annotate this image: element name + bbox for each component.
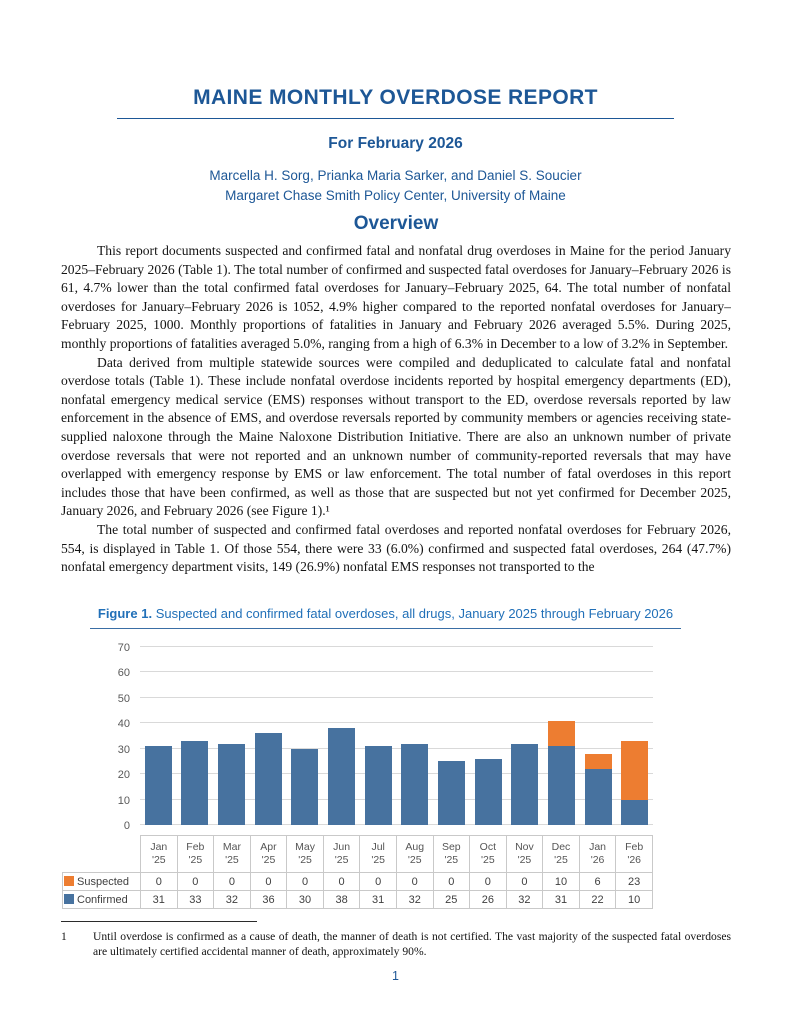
bar-column-14	[616, 647, 653, 825]
value-cell-confirmed-11: 32	[506, 891, 543, 909]
month-label-line: '25	[334, 854, 349, 866]
page-number: 1	[392, 969, 399, 983]
value-cell-suspected-6: 0	[323, 873, 360, 891]
overview-paragraph-3: The total number of suspected and confirmed fatal overdoses and reported nonfatal overdoses for February 2026, 554, is displayed in Table 1. Of those 554, there were 33 (6.0%) confirmed and suspected fatal overdoses, 264 (47.7%) nonfatal emergency department visits, 149 (26.9%) nonfatal EMS responses not transported to the	[61, 521, 731, 575]
footnote-marker: 1	[61, 930, 67, 943]
bar-segment-confirmed	[475, 759, 502, 825]
bar-column-13	[580, 647, 617, 825]
month-label-line: Aug	[405, 841, 425, 853]
footnote-divider	[61, 921, 257, 922]
month-label-line: '25	[188, 854, 203, 866]
value-cell-suspected-8: 0	[396, 873, 433, 891]
month-header-cell-6	[323, 836, 360, 873]
bar-segment-confirmed	[511, 744, 538, 825]
month-label-line: Jan	[589, 841, 606, 853]
overview-paragraphs	[61, 242, 731, 594]
y-axis-tick-70: 70	[117, 642, 130, 654]
figure-1	[0, 606, 791, 909]
bar-segment-confirmed	[438, 761, 465, 825]
bar-column-12	[543, 647, 580, 825]
value-cell-suspected-9: 0	[433, 873, 470, 891]
value-cell-suspected-5: 0	[287, 873, 324, 891]
month-label-line: Jan	[150, 841, 168, 853]
legend-swatch-confirmed	[64, 894, 74, 904]
bar-segment-confirmed	[181, 741, 208, 825]
value-cell-confirmed-14: 10	[616, 891, 653, 909]
value-cell-confirmed-7: 31	[360, 891, 397, 909]
bar-segment-confirmed	[365, 746, 392, 825]
y-axis-tick-0: 0	[123, 820, 130, 832]
value-cell-suspected-2: 0	[177, 873, 214, 891]
bar-segment-confirmed	[548, 746, 575, 825]
bar-column-6	[323, 647, 360, 825]
value-cell-suspected-7: 0	[360, 873, 397, 891]
bar-column-11	[506, 647, 543, 825]
value-cell-confirmed-8: 32	[396, 891, 433, 909]
bar-column-9	[433, 647, 470, 825]
month-header-cell-11	[506, 836, 543, 873]
value-cell-suspected-14: 23	[616, 873, 653, 891]
month-header-cell-1	[141, 836, 178, 873]
bar-segment-confirmed	[401, 744, 428, 825]
y-axis-tick-30: 30	[117, 743, 130, 756]
figure-caption	[90, 606, 681, 621]
overview-section	[61, 213, 731, 594]
bar-segment-confirmed	[621, 800, 648, 825]
bar-segment-confirmed	[291, 749, 318, 825]
y-axis-tick-50: 50	[117, 692, 130, 705]
overview-paragraph-2: Data derived from multiple statewide sources were compiled and deduplicated to calculate fatal and nonfatal overdose totals (Table 1). These include nonfatal overdose incidents reported by hospital emergency departments (ED), nonfatal emergency medical service (EMS) responses without transport to the ED, overdose reversals reported by law enforcement in the absence of EMS, and overdose reversals reported by community members or agencies receiving state-supplied naloxone through the Maine Naloxone Distribution Initiative. There are also an unknown number of private overdose reversals that were not reported and an unknown number of community-reported reversals that may have overlapped with emergency response by EMS or law enforcement. The total number of fatal overdoses in this report includes those that have been confirmed, as well as those that are suspected but not yet confirmed for December 2025, January 2026, and February 2026 (see Figure 1).¹	[61, 354, 731, 519]
bar-segment-confirmed	[145, 746, 172, 825]
bar-segment-confirmed	[218, 744, 245, 825]
month-label-line: Feb	[186, 841, 205, 853]
value-cell-confirmed-10: 26	[470, 891, 507, 909]
month-header-cell-10	[470, 836, 507, 873]
month-label-line: '25	[261, 854, 276, 866]
bar-column-10	[470, 647, 507, 825]
value-cell-confirmed-1: 31	[141, 891, 178, 909]
figure-caption-divider	[90, 628, 681, 629]
bar-column-2	[177, 647, 214, 825]
month-label-line: '25	[481, 854, 495, 866]
month-label-line: '25	[517, 854, 532, 866]
y-axis-tick-60: 60	[117, 667, 130, 680]
chart-plot-row	[62, 642, 653, 832]
authors-block	[0, 166, 791, 206]
bar-column-1	[140, 647, 177, 825]
month-label-line: Feb	[625, 841, 644, 853]
value-cell-confirmed-3: 32	[214, 891, 251, 909]
month-header-cell-5	[287, 836, 324, 873]
overview-heading: Overview	[353, 213, 439, 234]
footnote-section	[61, 921, 731, 959]
month-header-cell-3	[214, 836, 251, 873]
value-cell-suspected-12: 10	[543, 873, 580, 891]
month-label-line: '25	[554, 854, 568, 866]
series-row-confirmed	[63, 891, 653, 909]
month-label-line: '25	[444, 854, 459, 866]
month-label-line: Jul	[371, 841, 385, 853]
plot-area	[140, 647, 653, 825]
bar-column-8	[396, 647, 433, 825]
overview-paragraph-1: This report documents suspected and confirmed fatal and nonfatal drug overdoses in Maine for the period January 2025–February 2026 (Table 1). The total number of confirmed and suspected fatal overdoses for January–February 2026 is 61, 4.7% lower than the total confirmed fatal overdoses for January–February 2025, 64. The total number of nonfatal overdoses for January–February 2026 is 1052, 4.9% higher compared to the reported nonfatal overdoses for January–February 2025, 1000. Monthly proportions of fatalities in January and February 2026 averaged 5.5%. During 2025, monthly proportions of fatalities averaged 5.0%, ranging from a high of 6.3% in December to a low of 3.2% in September.	[61, 243, 731, 351]
affiliation-line: Margaret Chase Smith Policy Center, University of Maine	[225, 188, 566, 203]
y-axis-tick-40: 40	[117, 718, 130, 731]
figure-label: Figure 1.	[97, 606, 153, 621]
bar-segment-suspected	[621, 741, 648, 799]
legend-swatch-suspected	[64, 876, 74, 886]
value-cell-confirmed-4: 36	[250, 891, 287, 909]
value-cell-confirmed-13: 22	[579, 891, 616, 909]
y-axis	[62, 642, 140, 832]
value-cell-suspected-4: 0	[250, 873, 287, 891]
value-cell-confirmed-12: 31	[543, 891, 580, 909]
footnote	[61, 929, 731, 959]
month-label-line: Nov	[515, 841, 534, 853]
month-label-line: '25	[371, 854, 385, 866]
month-label-line: '25	[151, 854, 166, 866]
bar-segment-suspected	[585, 754, 612, 769]
month-header-cell-13	[579, 836, 616, 873]
bar-segment-confirmed	[328, 728, 355, 825]
authors-line: Marcella H. Sorg, Prianka Maria Sarker, and Daniel S. Soucier	[209, 168, 582, 183]
month-header-cell-2	[177, 836, 214, 873]
month-label-line: '25	[298, 854, 312, 866]
value-cell-confirmed-5: 30	[287, 891, 324, 909]
month-header-cell-14	[616, 836, 653, 873]
y-axis-tick-20: 20	[117, 769, 130, 782]
bar-column-5	[287, 647, 324, 825]
month-label-line: Oct	[479, 841, 497, 853]
page-title: MAINE MONTHLY OVERDOSE REPORT	[193, 86, 598, 109]
title-divider	[117, 118, 674, 119]
month-header-cell-9	[433, 836, 470, 873]
month-header-cell-7	[360, 836, 397, 873]
month-header-cell-12	[543, 836, 580, 873]
chart-data-table	[62, 835, 653, 909]
report-header	[0, 86, 791, 206]
series-label-cell	[63, 891, 141, 909]
series-label-cell	[63, 873, 141, 891]
bar-segment-suspected	[548, 721, 575, 746]
value-cell-confirmed-9: 25	[433, 891, 470, 909]
y-axis-tick-10: 10	[117, 794, 130, 807]
value-cell-confirmed-6: 38	[323, 891, 360, 909]
month-label-line: Sep	[441, 841, 461, 853]
value-cell-suspected-13: 6	[579, 873, 616, 891]
value-cell-suspected-11: 0	[506, 873, 543, 891]
bar-segment-confirmed	[585, 769, 612, 825]
bar-column-4	[250, 647, 287, 825]
bar-column-7	[360, 647, 397, 825]
month-label-line: May	[295, 841, 315, 853]
month-header-cell-8	[396, 836, 433, 873]
bar-segment-confirmed	[255, 733, 282, 825]
bar-column-3	[213, 647, 250, 825]
value-cell-suspected-1: 0	[141, 873, 178, 891]
month-label-line: '26	[627, 854, 641, 866]
table-corner-cell	[63, 836, 141, 873]
series-name: Confirmed	[77, 893, 128, 906]
month-label-line: Mar	[222, 841, 241, 853]
month-header-row	[63, 836, 653, 873]
footnote-text: Until overdose is confirmed as a cause of death, the manner of death is not certified. The vast majority of the suspected fatal overdoses are ultimately certified accidental manner of death, approximately 90%.	[93, 930, 731, 959]
month-label-line: '25	[407, 854, 422, 866]
value-cell-confirmed-2: 33	[177, 891, 214, 909]
month-header-cell-4	[250, 836, 287, 873]
month-label-line: '25	[225, 854, 239, 866]
month-label-line: Dec	[551, 841, 571, 853]
value-cell-suspected-3: 0	[214, 873, 251, 891]
value-cell-suspected-10: 0	[470, 873, 507, 891]
report-subtitle: For February 2026	[328, 135, 463, 152]
series-name: Suspected	[77, 875, 129, 888]
series-row-suspected	[63, 873, 653, 891]
figure-caption-text: Suspected and confirmed fatal overdoses, all drugs, January 2025 through February 2026	[155, 606, 674, 621]
month-label-line: Apr	[260, 841, 277, 853]
stacked-bar-chart	[62, 642, 653, 909]
month-label-line: Jun	[333, 841, 351, 853]
month-label-line: '26	[590, 854, 605, 866]
bars-container	[140, 647, 653, 825]
